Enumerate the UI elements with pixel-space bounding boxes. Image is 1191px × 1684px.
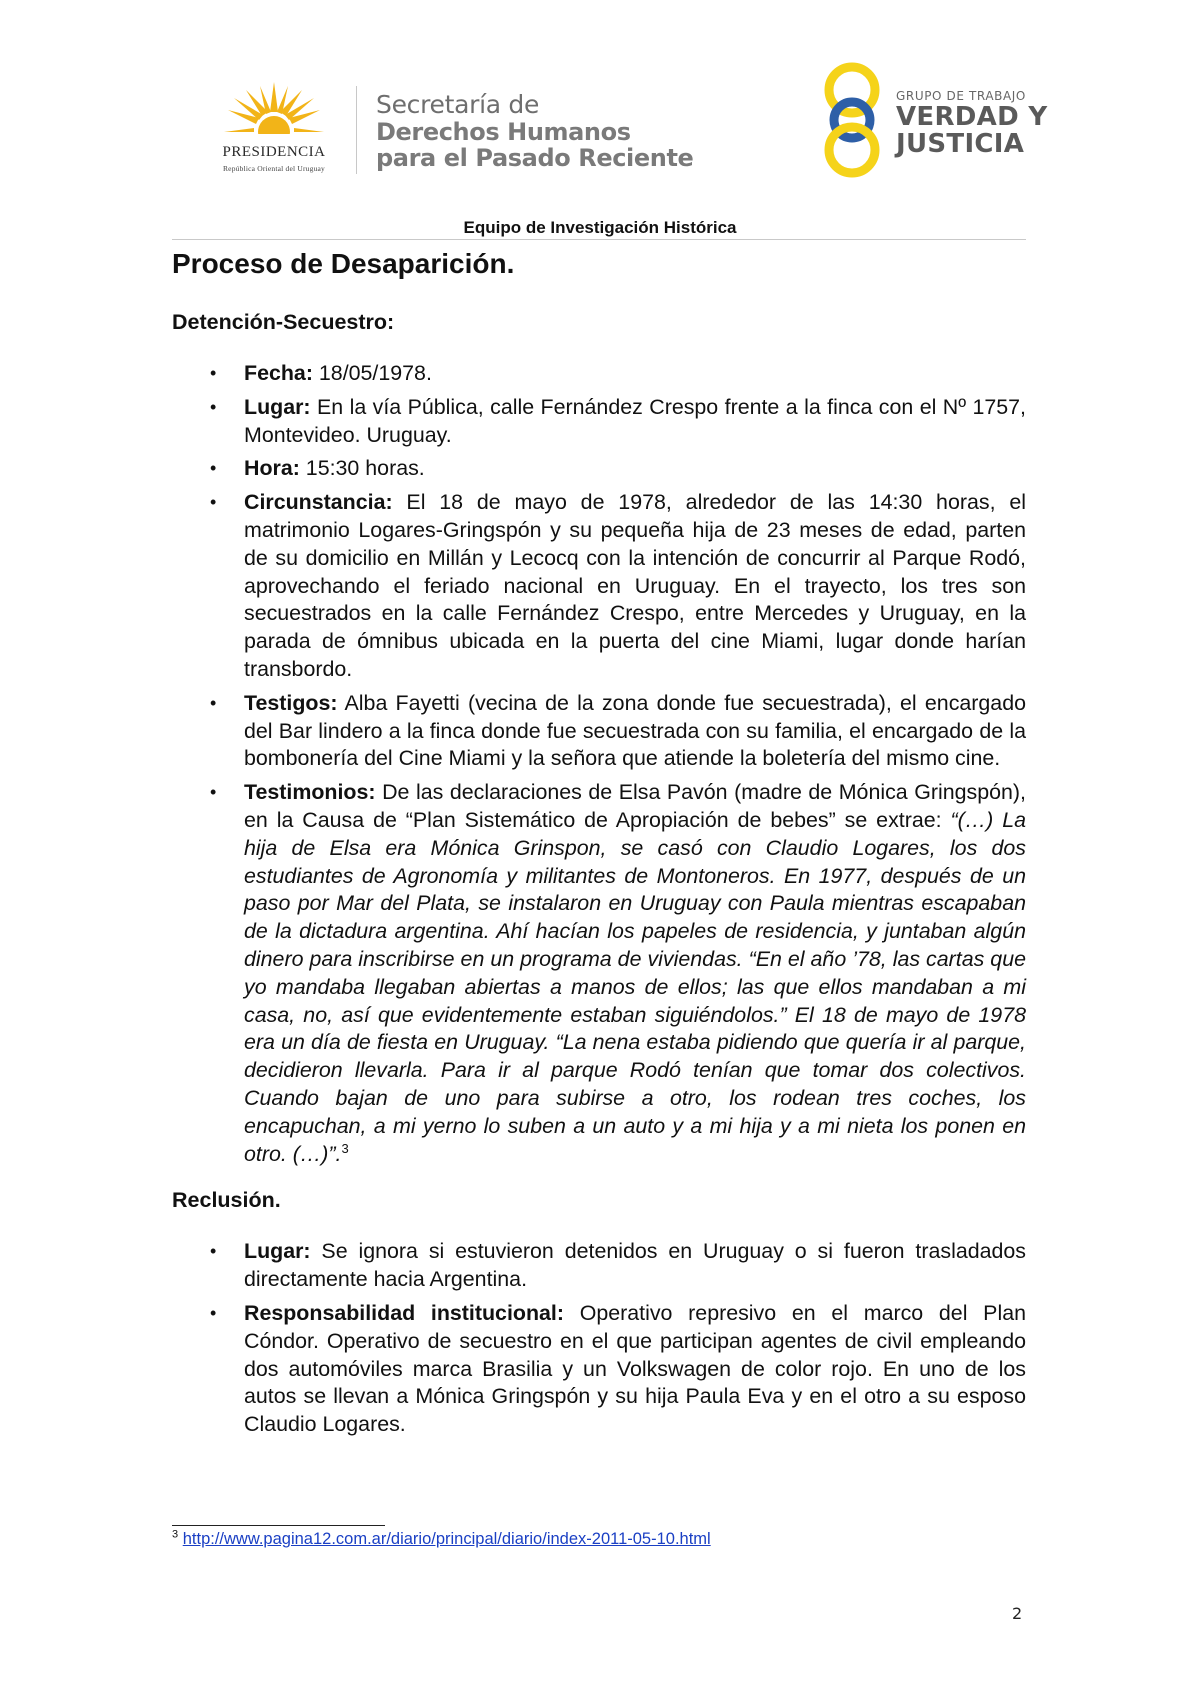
secretaria-logo-text: Secretaría de Derechos Humanos para el Pasado Reciente (376, 90, 694, 172)
verdad-justicia-rings-icon (822, 60, 882, 180)
document-body (172, 236, 1026, 1445)
footnote-separator (172, 1525, 385, 1526)
section-heading-detencion: Detención-Secuestro: (172, 310, 395, 334)
presidencia-subtitle: República Oriental del Uruguay (222, 164, 325, 173)
list-item: • Lugar: Se ignora si estuvieron detenidos en Uruguay o si fueron trasladados directamente hacia Argentina. (210, 1239, 1026, 1292)
list-item: • Testigos: Alba Fayetti (vecina de la zona donde fue secuestrada), el encargado del Bar lindero a la finca donde fue secuestrada con su familia, el encargado de la bombonería del Cine Miami y la señora que atiende la boletería del mismo cine. (210, 690, 1026, 771)
list-item-testimonios: • Testimonios: De las declaraciones de Elsa Pavón (madre de Mónica Gringspón), en la Causa de “Plan Sistemático de Apropiación de bebes” se extrae: “(…) La hija de Elsa era Mónica Grinspon, se casó con Claudio Logares, los dos estudiantes de Agronomía y militantes de Montoneros. En 1977, después de un paso por Mar del Plata, se instalaron en Uruguay con Paula mientras escapaban de la dictadura argentina. Ahí hacían los papeles de residencia, y juntaban algún dinero para inscribirse en un programa de viviendas. “En el año ’78, las cartas que yo mandaba llegaban abiertas a manos de ellos; las que ellos mandaban a mi casa, no, así que evidentemente estaban siguiéndolos.” El 18 de mayo de 1978 era un día de fiesta en Uruguay. “La nena estaba pidiendo que quería ir al parque, decidieron llevarla. Para ir al parque Rodó tenían que tomar dos colectivos. Cuando bajan de uno para subirse a otro, los rodean tres coches, los encapuchan, a mi yerno lo suben a un auto y a mi hija y a mi nieta los ponen en otro. (…)”.$^3$ (210, 780, 1027, 1166)
logo-divider (356, 86, 357, 174)
footnote-link[interactable]: http://www.pagina12.com.ar/diario/principal/diario/index-2011-05-10.html (182, 1530, 711, 1548)
section-heading-reclusion: Reclusión. (172, 1188, 281, 1213)
verdad-justicia-logo-text: GRUPO DE TRABAJO VERDAD Y JUSTICIA (896, 89, 1048, 159)
page-header (0, 0, 1191, 237)
page-title: Proceso de Desaparición. (172, 248, 515, 279)
testimony-quote: “(…) La hija de Elsa era Mónica Grinspon, se casó con Claudio Logares, los dos estudiantes de Agronomía y militantes de Montoneros. En 1977, después de un paso por Mar del Plata, se instalaron en Uruguay con Paula mientras escapaban de la dictadura argentina. Ahí hacían los papeles de residencia, y juntaban algún dinero para inscribirse en un programa de viviendas. “En el año ’78, las cartas que yo mandaba llegaban abiertas a manos de ellos; las que ellos mandaban a mi casa, no, así que evidentemente estaban siguiéndolos.” El 18 de mayo de 1978 era un día de fiesta en Uruguay. “La nena estaba pidiendo que quería ir al parque, decidieron llevarla. Para ir al parque Rodó tenían que tomar dos colectivos. Cuando bajan de uno para subirse a otro, los rodean tres coches, los encapuchan, a mi yerno lo suben a un auto y a mi hija y a mi nieta los ponen en otro. (…)”. (244, 807, 1027, 1166)
list-item: • Responsabilidad institucional: Operativo represivo en el marco del Plan Cóndor. Operativo de secuestro en el que participan agentes de civil empleando dos automóviles marca Brasilia y un Volkswagen de color rojo. En uno de los autos se llevan a Mónica Gringspón y su hija Paula Eva y en el otro a su esposo Claudio Logares. (210, 1300, 1026, 1437)
header-team-label: Equipo de Investigación Histórica (463, 218, 737, 237)
reclusion-list (172, 1238, 1026, 1439)
detencion-list (172, 360, 1026, 1168)
footnote (172, 1530, 711, 1549)
sun-icon (224, 82, 324, 140)
list-item: • Circunstancia: El 18 de mayo de 1978, alrededor de las 14:30 horas, el matrimonio Logares-Gringspón y su pequeña hija de 23 meses de edad, parten de su domicilio en Millán y Lecocq con la intención de concurrir al Parque Rodó, aprovechando el feriado nacional en Uruguay. En el trayecto, los tres son secuestrados en la calle Fernández Crespo, entre Mercedes y Uruguay, en la parada de ómnibus ubicada en la puerta del cine Miami, lugar donde harían transbordo. (210, 490, 1026, 681)
page-number: 2 (1012, 1604, 1023, 1623)
presidencia-logo (196, 82, 352, 180)
footnote-number: 3 (172, 1528, 179, 1541)
footnote-ref[interactable]: 3 (341, 1140, 349, 1156)
list-item: • Lugar: En la vía Pública, calle Fernández Crespo frente a la finca con el Nº 1757, Montevideo. Uruguay. (210, 394, 1026, 447)
list-item: • Fecha: 18/05/1978. (210, 361, 432, 385)
list-item: • Hora: 15:30 horas. (210, 456, 425, 481)
presidencia-title: PRESIDENCIA (222, 144, 326, 160)
